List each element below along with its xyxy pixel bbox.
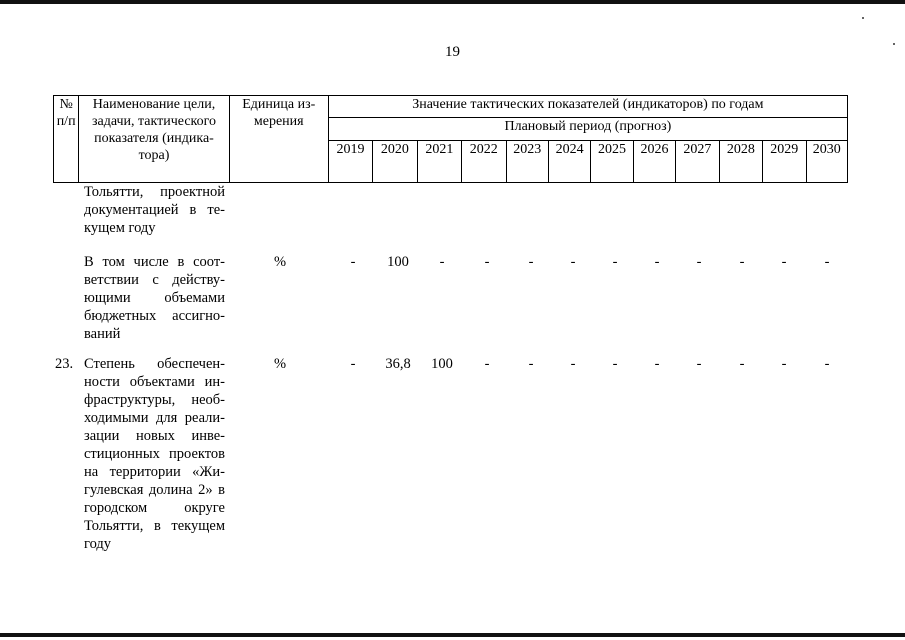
year-cell: 2019 bbox=[328, 140, 372, 182]
year-cell: 2023 bbox=[506, 140, 548, 182]
row-name: Тольятти, проектной документацией в те- кущем году bbox=[84, 184, 225, 236]
value-cell: - bbox=[612, 356, 618, 372]
value-cell: - bbox=[654, 356, 660, 372]
scan-edge-top bbox=[0, 0, 905, 4]
header-unit: Единица из- мерения bbox=[229, 96, 328, 183]
value-cell: - bbox=[824, 254, 830, 270]
value-cell: - bbox=[484, 254, 490, 270]
value-cell: - bbox=[528, 254, 534, 270]
year-cell: 2029 bbox=[763, 140, 806, 182]
value-cell: - bbox=[570, 356, 576, 372]
page-number: 19 bbox=[445, 44, 460, 60]
year-cell: 2028 bbox=[719, 140, 762, 182]
year-cell: 2022 bbox=[462, 140, 506, 182]
row-unit: % bbox=[273, 356, 287, 372]
value-cell: - bbox=[570, 254, 576, 270]
value-cell: - bbox=[696, 356, 702, 372]
row-name: Степень обеспечен- ности объектами ин- фраструктуры, необ- ходимыми для реали- зации новых инве- стиционных проектов на территории «Жи- гулевская долина 2» в городском округе Тольятти, в текущем году bbox=[84, 356, 225, 552]
value-cell: - bbox=[824, 356, 830, 372]
value-cell: 100 bbox=[431, 356, 453, 372]
year-cell: 2025 bbox=[591, 140, 633, 182]
row-number: 23. bbox=[55, 356, 74, 372]
header-name: Наименование цели, задачи, тактического показателя (индика- тора) bbox=[79, 96, 230, 183]
value-cell: 36,8 bbox=[385, 356, 411, 372]
value-cell: - bbox=[739, 356, 745, 372]
value-cell: - bbox=[654, 254, 660, 270]
value-cell: - bbox=[781, 356, 787, 372]
value-cell: - bbox=[484, 356, 490, 372]
header-values: Значение тактических показателей (индикаторов) по годам bbox=[328, 96, 847, 118]
header-number: № п/п bbox=[54, 96, 79, 183]
row-name: В том числе в соот- ветствии с действу- ющими объемами бюджетных ассигно- ваний bbox=[84, 254, 225, 342]
row-unit: % bbox=[273, 254, 287, 270]
value-cell: - bbox=[350, 356, 356, 372]
value-cell: - bbox=[696, 254, 702, 270]
value-cell: - bbox=[781, 254, 787, 270]
value-cell: - bbox=[439, 254, 445, 270]
year-cell: 2021 bbox=[417, 140, 461, 182]
value-cell: - bbox=[350, 254, 356, 270]
scan-edge-bottom bbox=[0, 633, 905, 637]
value-cell: - bbox=[739, 254, 745, 270]
value-cell: - bbox=[612, 254, 618, 270]
value-cell: - bbox=[528, 356, 534, 372]
year-cell: 2030 bbox=[806, 140, 848, 182]
table-header bbox=[53, 95, 848, 183]
year-cell: 2020 bbox=[373, 140, 417, 182]
scan-speck bbox=[862, 17, 864, 19]
year-cell: 2024 bbox=[548, 140, 590, 182]
year-cell: 2027 bbox=[676, 140, 719, 182]
year-cell: 2026 bbox=[633, 140, 675, 182]
value-cell: 100 bbox=[387, 254, 409, 270]
header-period: Плановый период (прогноз) bbox=[328, 118, 847, 140]
